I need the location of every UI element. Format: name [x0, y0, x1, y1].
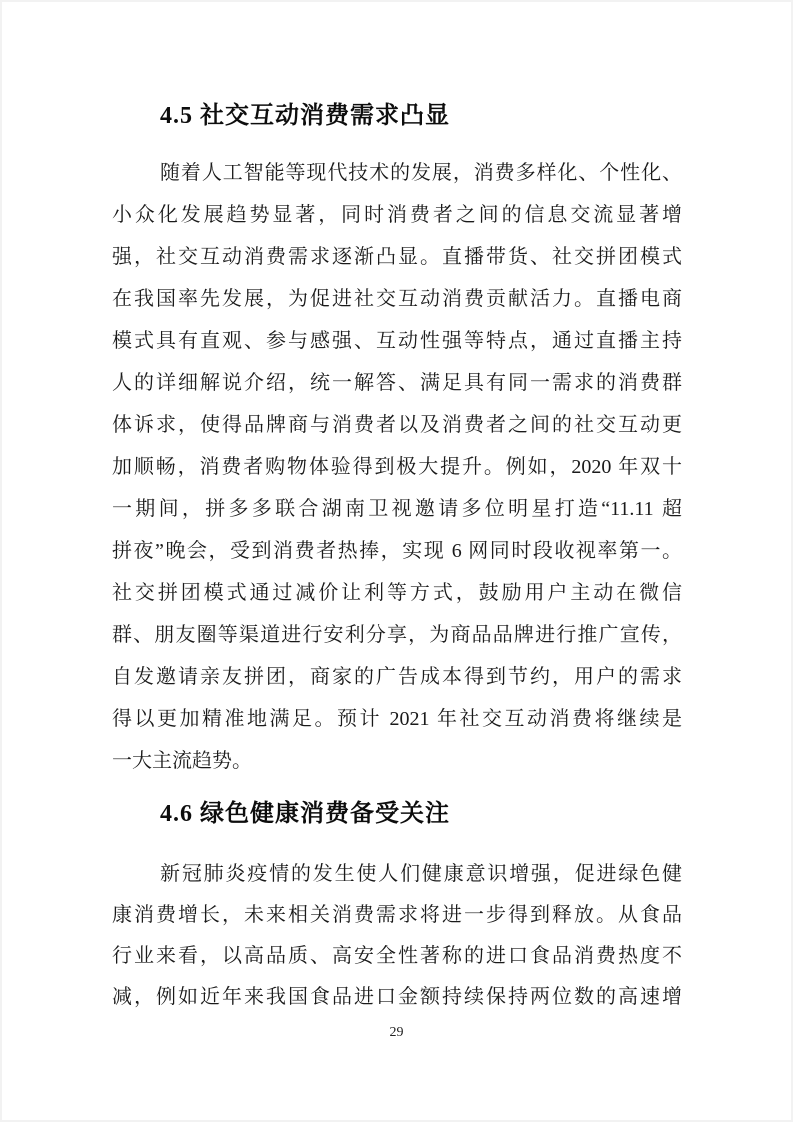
text-line: 人的详细解说介绍，统一解答、满足具有同一需求的消费群 — [112, 372, 682, 394]
text-line: 社交拼团模式通过减价让利等方式，鼓励用户主动在微信 — [112, 582, 682, 604]
text-line: 康消费增长，未来相关消费需求将进一步得到释放。从食品 — [112, 904, 682, 926]
text-line: 在我国率先发展，为促进社交互动消费贡献活力。直播电商 — [112, 288, 682, 310]
text-line: 强，社交互动消费需求逐渐凸显。直播带货、社交拼团模式 — [112, 246, 682, 268]
page-number: 29 — [389, 1025, 404, 1040]
text-line: 体诉求，使得品牌商与消费者以及消费者之间的社交互动更 — [112, 414, 682, 436]
paragraph-social-interaction — [112, 152, 682, 782]
text-line: 加顺畅，消费者购物体验得到极大提升。例如，2020 年双十 — [112, 456, 682, 478]
text-line: 小众化发展趋势显著，同时消费者之间的信息交流显著增 — [112, 204, 682, 226]
section-heading-4-5: 4.5 社交互动消费需求凸显 — [160, 103, 450, 129]
text-line: 拼夜”晚会，受到消费者热捧，实现 6 网同时段收视率第一。 — [112, 540, 682, 562]
text-line: 新冠肺炎疫情的发生使人们健康意识增强，促进绿色健 — [160, 863, 682, 885]
text-line: 群、朋友圈等渠道进行安利分享，为商品品牌进行推广宣传， — [112, 624, 682, 646]
text-line: 减，例如近年来我国食品进口金额持续保持两位数的高速增 — [112, 986, 682, 1008]
text-line: 得以更加精准地满足。预计 2021 年社交互动消费将继续是 — [112, 708, 682, 730]
text-line: 一期间，拼多多联合湖南卫视邀请多位明星打造“11.11 超 — [112, 498, 682, 520]
text-line: 行业来看，以高品质、高安全性著称的进口食品消费热度不 — [112, 945, 682, 967]
paragraph-green-health — [112, 854, 682, 1018]
text-line: 一大主流趋势。 — [112, 750, 252, 772]
section-heading-4-6: 4.6 绿色健康消费备受关注 — [160, 801, 450, 827]
text-line: 随着人工智能等现代技术的发展，消费多样化、个性化、 — [160, 162, 682, 184]
text-line: 模式具有直观、参与感强、互动性强等特点，通过直播主持 — [112, 330, 682, 352]
text-line: 自发邀请亲友拼团，商家的广告成本得到节约，用户的需求 — [112, 666, 682, 688]
